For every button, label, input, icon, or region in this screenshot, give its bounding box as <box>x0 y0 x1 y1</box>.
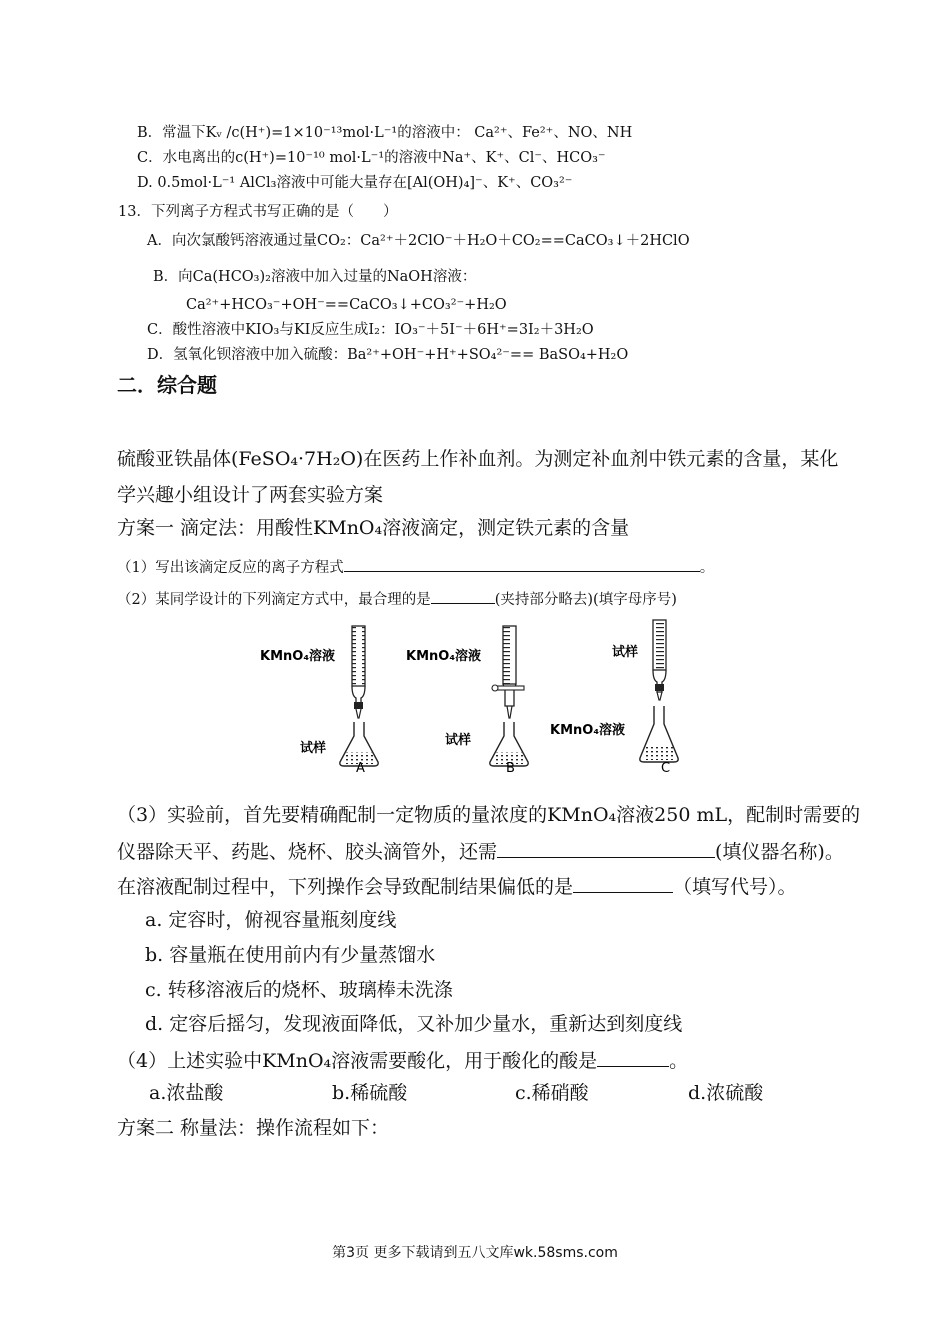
answer-blank-4[interactable] <box>597 1049 669 1067</box>
question-3-line-1: （3）实验前，首先要精确配制一定物质的量浓度的KMnO₄溶液250 mL，配制时需要的 <box>117 804 861 826</box>
letter-b: B <box>506 761 515 776</box>
titration-figure <box>250 618 710 778</box>
question-3-option-b: b. 容量瓶在使用前内有少量蒸馏水 <box>145 944 436 966</box>
label-c-top: 试样 <box>612 645 639 660</box>
q12-option-c: C．水电离出的c(H⁺)=10⁻¹⁰ mol·L⁻¹的溶液中Na⁺、K⁺、Cl⁻、HCO₃⁻ <box>137 150 606 166</box>
question-3-option-d: d. 定容后摇匀，发现液面降低，又补加少量水，重新达到刻度线 <box>145 1013 683 1035</box>
question-2: （2）某同学设计的下列滴定方式中，最合理的是 (夹持部分略去)(填字母序号) <box>117 589 677 609</box>
letter-c: C <box>661 761 671 776</box>
page-footer: 第3页 更多下载请到五八文库wk.58sms.com <box>332 1245 618 1261</box>
burette-b <box>503 626 516 684</box>
question-3-option-c: c. 转移溶液后的烧杯、玻璃棒未洗涤 <box>145 979 453 1001</box>
plan-two: 方案二 称量法：操作流程如下： <box>117 1117 390 1139</box>
intro-line-1: 硫酸亚铁晶体(FeSO₄·7H₂O)在医药上作补血剂。为测定补血剂中铁元素的含量，某化 <box>117 448 839 470</box>
label-a-top: KMnO₄溶液 <box>260 649 336 664</box>
question-3-line-3: 在溶液配制过程中，下列操作会导致配制结果偏低的是 （填写代号）。 <box>117 876 797 898</box>
label-b-top: KMnO₄溶液 <box>406 649 482 664</box>
question-4: （4）上述实验中KMnO₄溶液需要酸化，用于酸化的酸是 。 <box>117 1050 689 1072</box>
letter-a: A <box>356 761 365 776</box>
rubber-tube-c <box>655 684 664 691</box>
rubber-tube-a <box>354 702 363 709</box>
answer-blank-3a[interactable] <box>497 840 715 858</box>
q13-stem: 13．下列离子方程式书写正确的是（ ） <box>118 204 398 220</box>
q13-option-a: A．向次氯酸钙溶液通过量CO₂：Ca²⁺＋2ClO⁻＋H₂O＋CO₂==CaCO₃↓＋2HClO <box>147 233 690 249</box>
question-1: （1）写出该滴定反应的离子方程式 。 <box>117 557 714 577</box>
burette-a <box>352 626 365 686</box>
setup-c <box>550 620 678 776</box>
question-4-option-c: c.稀硝酸 <box>515 1082 589 1104</box>
question-3-line-2: 仪器除天平、药匙、烧杯、胶头滴管外，还需 (填仪器名称)。 <box>117 841 844 863</box>
answer-blank-3b[interactable] <box>573 875 673 893</box>
section-heading: 二．综合题 <box>117 373 217 397</box>
q12-option-b: B．常温下Kᵥ /c(H⁺)=1×10⁻¹³mol·L⁻¹的溶液中： Ca²⁺、Fe²⁺、NO、NH <box>137 125 633 141</box>
question-4-option-d: d.浓硫酸 <box>688 1082 764 1104</box>
q13-option-d: D．氢氧化钡溶液中加入硫酸：Ba²⁺+OH⁻+H⁺+SO₄²⁻== BaSO₄+H₂O <box>147 347 629 363</box>
stopcock-b <box>495 686 524 690</box>
burette-c <box>653 620 666 670</box>
question-4-option-a: a.浓盐酸 <box>149 1082 224 1104</box>
label-c-bottom: KMnO₄溶液 <box>550 723 626 738</box>
intro-line-2: 学兴趣小组设计了两套实验方案 <box>117 484 384 506</box>
question-4-option-b: b.稀硫酸 <box>332 1082 408 1104</box>
setup-a <box>260 626 378 776</box>
q13-option-b-line2: Ca²⁺+HCO₃⁻+OH⁻==CaCO₃↓+CO₃²⁻+H₂O <box>186 297 507 313</box>
label-a-bottom: 试样 <box>300 741 327 756</box>
label-b-bottom: 试样 <box>445 733 472 748</box>
answer-blank-2[interactable] <box>431 589 495 604</box>
q12-option-d: D. 0.5mol·L⁻¹ AlCl₃溶液中可能大量存在[Al(OH)₄]⁻、K⁺、CO₃²⁻ <box>137 175 573 191</box>
q13-option-c: C．酸性溶液中KIO₃与KI反应生成I₂：IO₃⁻＋5I⁻＋6H⁺=3I₂＋3H₂O <box>147 322 594 338</box>
setup-b <box>406 626 528 776</box>
plan-one: 方案一 滴定法：用酸性KMnO₄溶液滴定，测定铁元素的含量 <box>117 517 630 539</box>
answer-blank-1[interactable] <box>344 557 700 572</box>
q13-option-b-line1: B．向Ca(HCO₃)₂溶液中加入过量的NaOH溶液： <box>153 269 477 285</box>
question-3-option-a: a. 定容时，俯视容量瓶刻度线 <box>145 909 397 931</box>
